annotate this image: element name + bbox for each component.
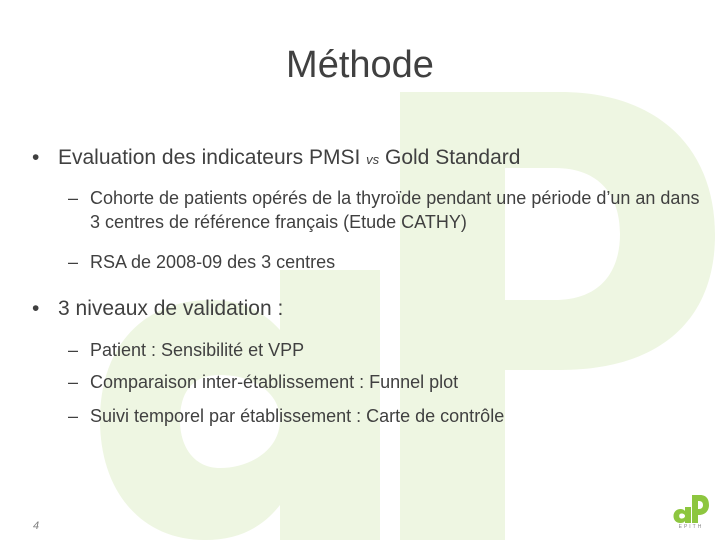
sub-bullet-text: Suivi temporel par établissement : Carte de contrôle [90,406,505,426]
bullet-text: Evaluation des indicateurs PMSI vs Gold Standard [58,146,521,169]
bullet-text: 3 niveaux de validation : [58,297,284,320]
sub-bullet-text: Comparaison inter-établissement : Funnel plot [90,372,459,392]
sub-bullet-text: Patient : Sensibilité et VPP [90,340,305,360]
bullet-symbol: • [32,146,40,169]
sub-bullet-text: RSA de 2008-09 des 3 centres [90,252,336,272]
sub-bullet-text: Cohorte de patients opérés de la thyroïde pendant une période d’un an dans 3 centres de référence français (Etude CATHY) [90,188,700,232]
dash-symbol: – [68,188,79,208]
dash-symbol: – [68,252,79,272]
page-number: 4 [33,520,40,532]
vs-text: vs [366,152,380,167]
dash-symbol: – [68,340,79,360]
dash-symbol: – [68,372,79,392]
slide-title: Méthode [286,44,434,86]
bullet-symbol: • [32,297,40,320]
logo-caption: EPITH [678,524,704,530]
dash-symbol: – [68,406,79,426]
